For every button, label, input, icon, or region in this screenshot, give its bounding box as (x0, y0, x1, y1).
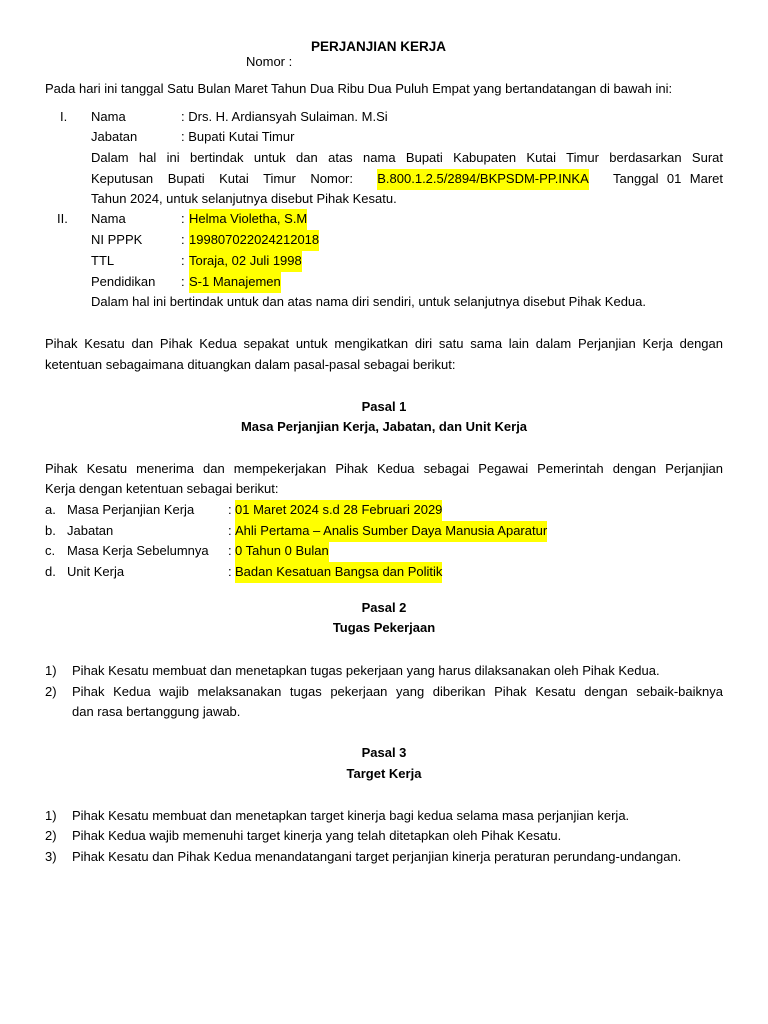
party2-nama-colon: : (181, 211, 185, 226)
agreement-line1: Pihak Kesatu dan Pihak Kedua sepakat untuk mengikatkan diri satu sama lain dalam Perjanjian Kerja dengan (45, 336, 723, 351)
party1-jabatan-value: : Bupati Kutai Timur (181, 129, 295, 144)
pasal1-item-b-marker: b. (45, 523, 56, 538)
decree-number: B.800.1.2.5/2894/BKPSDM-PP.INKA (377, 169, 589, 190)
pasal2-item2-marker: 2) (45, 684, 57, 699)
pasal3-item3-marker: 3) (45, 849, 57, 864)
party1-desc-line3: Tahun 2024, untuk selanjutnya disebut Pihak Kesatu. (91, 191, 397, 206)
pasal1-item-b-label: Jabatan (67, 523, 114, 538)
pasal1-item-a-colon: : (228, 502, 232, 517)
party2-nipppk-colon: : (181, 232, 185, 247)
party2-numeral: II. (57, 211, 68, 226)
party2-pendidikan-colon: : (181, 274, 185, 289)
party1-desc-line1: Dalam hal ini bertindak untuk dan atas nama Bupati Kabupaten Kutai Timur berdasarkan Surat (91, 150, 723, 165)
party1-jabatan-label: Jabatan (91, 129, 138, 144)
pasal1-item-d-label: Unit Kerja (67, 564, 125, 579)
pasal2-subheading: Tugas Pekerjaan (332, 620, 436, 635)
pasal1-item-d-marker: d. (45, 564, 56, 579)
pasal1-line2: Kerja dengan ketentuan sebagai berikut: (45, 481, 279, 496)
pasal1-subheading: Masa Perjanjian Kerja, Jabatan, dan Unit Kerja (240, 419, 528, 434)
party1-numeral: I. (60, 109, 68, 124)
pasal1-heading: Pasal 1 (361, 399, 407, 414)
party2-pendidikan-value: S-1 Manajemen (189, 272, 281, 293)
intro-paragraph: Pada hari ini tanggal Satu Bulan Maret Tahun Dua Ribu Dua Puluh Empat yang bertandatangan di bawah ini: (45, 81, 673, 96)
agreement-line2: ketentuan sebagaimana dituangkan dalam pasal-pasal sebagai berikut: (45, 357, 456, 372)
pasal1-item-b-colon: : (228, 523, 232, 538)
pasal1-item-b-value: Ahli Pertama – Analis Sumber Daya Manusia Aparatur (235, 521, 547, 542)
pasal1-line1: Pihak Kesatu menerima dan mempekerjakan Pihak Kedua sebagai Pegawai Pemerintah dengan Perjanjian (45, 461, 723, 476)
pasal3-item2-text: Pihak Kedua wajib memenuhi target kinerja yang telah ditetapkan oleh Pihak Kesatu. (72, 828, 562, 843)
party2-desc: Dalam hal ini bertindak untuk dan atas nama diri sendiri, untuk selanjutnya disebut Pihak Kedua. (91, 294, 647, 309)
pasal3-item1-marker: 1) (45, 808, 57, 823)
nomor-label: Nomor : (246, 54, 293, 69)
pasal2-item1-marker: 1) (45, 663, 57, 678)
pasal1-item-c-value: 0 Tahun 0 Bulan (235, 541, 329, 562)
pasal2-heading: Pasal 2 (361, 600, 407, 615)
pasal2-item1-text: Pihak Kesatu membuat dan menetapkan tugas pekerjaan yang harus dilaksanakan oleh Pihak Kedua. (72, 663, 660, 678)
party1-desc-line2-post: Tanggal 01 Maret (613, 171, 723, 186)
party2-pendidikan-label: Pendidikan (91, 274, 156, 289)
party2-ttl-value: Toraja, 02 Juli 1998 (189, 251, 302, 272)
party2-nama-label: Nama (91, 211, 126, 226)
party2-ttl-label: TTL (91, 253, 115, 268)
pasal1-item-c-marker: c. (45, 543, 56, 558)
pasal3-item1-text: Pihak Kesatu membuat dan menetapkan target kinerja bagi kedua selama masa perjanjian kerja. (72, 808, 630, 823)
party2-nama-value: Helma Violetha, S.M (189, 209, 307, 230)
pasal1-item-a-value: 01 Maret 2024 s.d 28 Februari 2029 (235, 500, 442, 521)
pasal3-heading: Pasal 3 (361, 745, 407, 760)
party2-nipppk-label: NI PPPK (91, 232, 143, 247)
party1-nama-label: Nama (91, 109, 126, 124)
pasal1-item-a-marker: a. (45, 502, 56, 517)
party1-desc-line2-pre: Keputusan Bupati Kutai Timur Nomor: (91, 171, 353, 186)
pasal2-item2-line2: dan rasa bertanggung jawab. (72, 704, 241, 719)
party1-nama-value: : Drs. H. Ardiansyah Sulaiman. M.Si (181, 109, 388, 124)
pasal3-subheading: Target Kerja (346, 766, 422, 781)
pasal3-item2-marker: 2) (45, 828, 57, 843)
pasal1-item-d-colon: : (228, 564, 232, 579)
document-title: PERJANJIAN KERJA (311, 39, 447, 54)
pasal1-item-c-colon: : (228, 543, 232, 558)
pasal1-item-c-label: Masa Kerja Sebelumnya (67, 543, 209, 558)
party2-ttl-colon: : (181, 253, 185, 268)
pasal3-item3-text: Pihak Kesatu dan Pihak Kedua menandatangani target perjanjian kinerja peraturan perundang-undangan. (72, 849, 682, 864)
pasal1-item-a-label: Masa Perjanjian Kerja (67, 502, 195, 517)
party1-desc-line2 (91, 169, 723, 190)
pasal1-item-d-value: Badan Kesatuan Bangsa dan Politik (235, 562, 442, 583)
party2-nipppk-value: 199807022024212018 (189, 230, 319, 251)
pasal2-item2-line1: Pihak Kedua wajib melaksanakan tugas pekerjaan yang diberikan Pihak Kesatu dengan sebaik-baiknya (72, 684, 723, 699)
